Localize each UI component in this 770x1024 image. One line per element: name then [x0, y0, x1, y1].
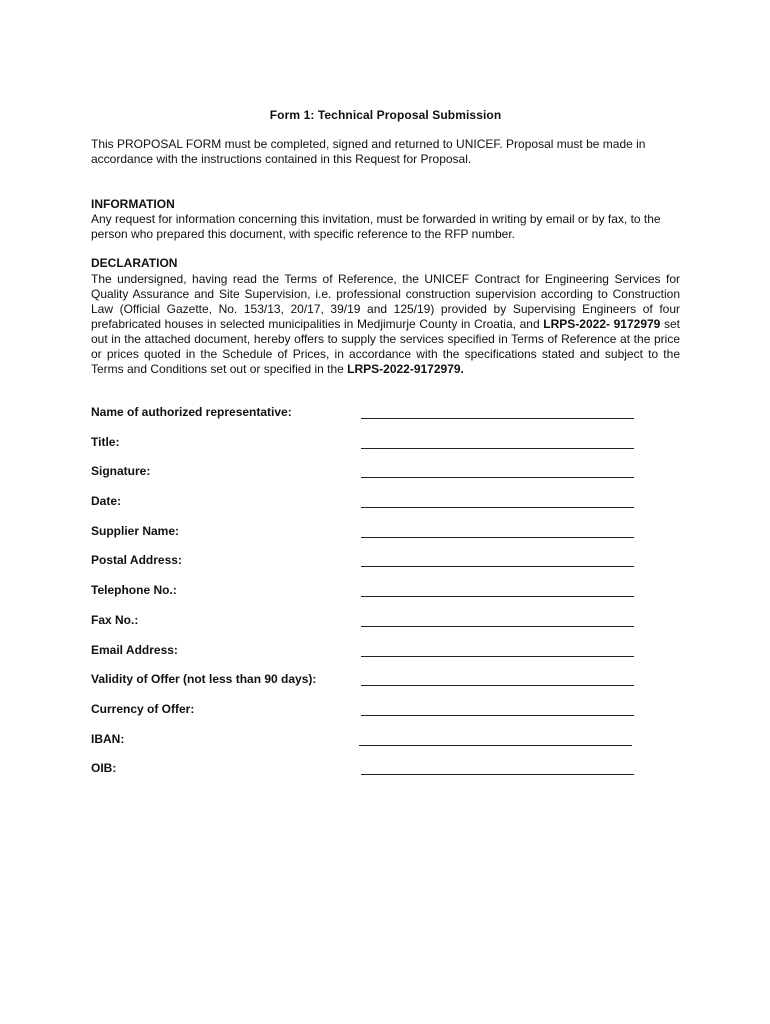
- supplier-name-blank[interactable]: [361, 537, 634, 538]
- field-label: Fax No.:: [91, 612, 139, 627]
- fax-blank[interactable]: [361, 626, 634, 627]
- declaration-text-part2: set out in the attached document, hereby offers to supply the services specified in Terms of Reference at the price or prices quoted in the Schedule of Prices, in accordance with the specifications stated and subject to the Terms and Conditions set out or specified in the: [91, 317, 681, 376]
- field-row-authorized-representative: [91, 405, 680, 435]
- email-blank[interactable]: [361, 656, 634, 657]
- field-row-validity: [91, 672, 680, 702]
- field-row-email: [91, 643, 680, 673]
- declaration-heading: DECLARATION: [91, 256, 178, 270]
- field-label: Signature:: [91, 464, 151, 479]
- validity-blank[interactable]: [361, 685, 634, 686]
- field-label: Date:: [91, 494, 122, 509]
- field-row-currency: [91, 702, 680, 732]
- field-label: Validity of Offer (not less than 90 days):: [91, 672, 317, 687]
- field-row-title: [91, 435, 680, 465]
- form-fields: [91, 405, 680, 791]
- field-label: IBAN:: [91, 731, 125, 746]
- field-row-iban: [91, 732, 680, 762]
- information-paragraph: Any request for information concerning this invitation, must be forwarded in writing by email or by fax, to the person who prepared this document, with specific reference to the RFP number.: [91, 212, 661, 241]
- field-row-telephone: [91, 583, 680, 613]
- rfp-reference-1: LRPS-2022- 9172979: [543, 317, 661, 331]
- iban-blank[interactable]: [359, 745, 632, 746]
- field-label: Title:: [91, 434, 120, 449]
- field-label: Postal Address:: [91, 553, 182, 568]
- field-row-fax: [91, 613, 680, 643]
- declaration-paragraph: [91, 272, 680, 377]
- postal-address-blank[interactable]: [361, 566, 634, 567]
- information-heading: INFORMATION: [91, 197, 175, 211]
- field-label: OIB:: [91, 761, 117, 776]
- intro-paragraph: This PROPOSAL FORM must be completed, signed and returned to UNICEF. Proposal must be made in accordance with the instructions contained in this Request for Proposal.: [91, 137, 646, 166]
- field-label: Supplier Name:: [91, 523, 180, 538]
- field-label: Currency of Offer:: [91, 701, 195, 716]
- authorized-representative-blank[interactable]: [361, 418, 634, 419]
- field-row-date: [91, 494, 680, 524]
- field-row-signature: [91, 464, 680, 494]
- form-title: Form 1: Technical Proposal Submission: [269, 108, 502, 122]
- field-label: Name of authorized representative:: [91, 405, 292, 419]
- date-blank[interactable]: [361, 507, 634, 508]
- rfp-reference-2: LRPS-2022-9172979.: [347, 362, 464, 376]
- title-blank[interactable]: [361, 448, 634, 449]
- field-row-supplier-name: [91, 524, 680, 554]
- field-row-oib: [91, 761, 680, 791]
- field-label: Email Address:: [91, 642, 178, 657]
- oib-blank[interactable]: [361, 774, 634, 775]
- signature-blank[interactable]: [361, 477, 634, 478]
- declaration-text-part1: The undersigned, having read the Terms of Reference, the UNICEF Contract for Engineering Services for Quality Assurance and Site Supervision, i.e. professional construction supervision according to Construction Law (Official Gazette, No. 153/13, 20/17, 39/19 and 125/19) provided by Supervising Engineers of four prefabricated houses in selected municipalities in Medjimurje County in Croatia, and: [91, 272, 680, 331]
- field-label: Telephone No.:: [91, 583, 177, 598]
- field-row-postal-address: [91, 553, 680, 583]
- telephone-blank[interactable]: [361, 596, 634, 597]
- currency-blank[interactable]: [361, 715, 634, 716]
